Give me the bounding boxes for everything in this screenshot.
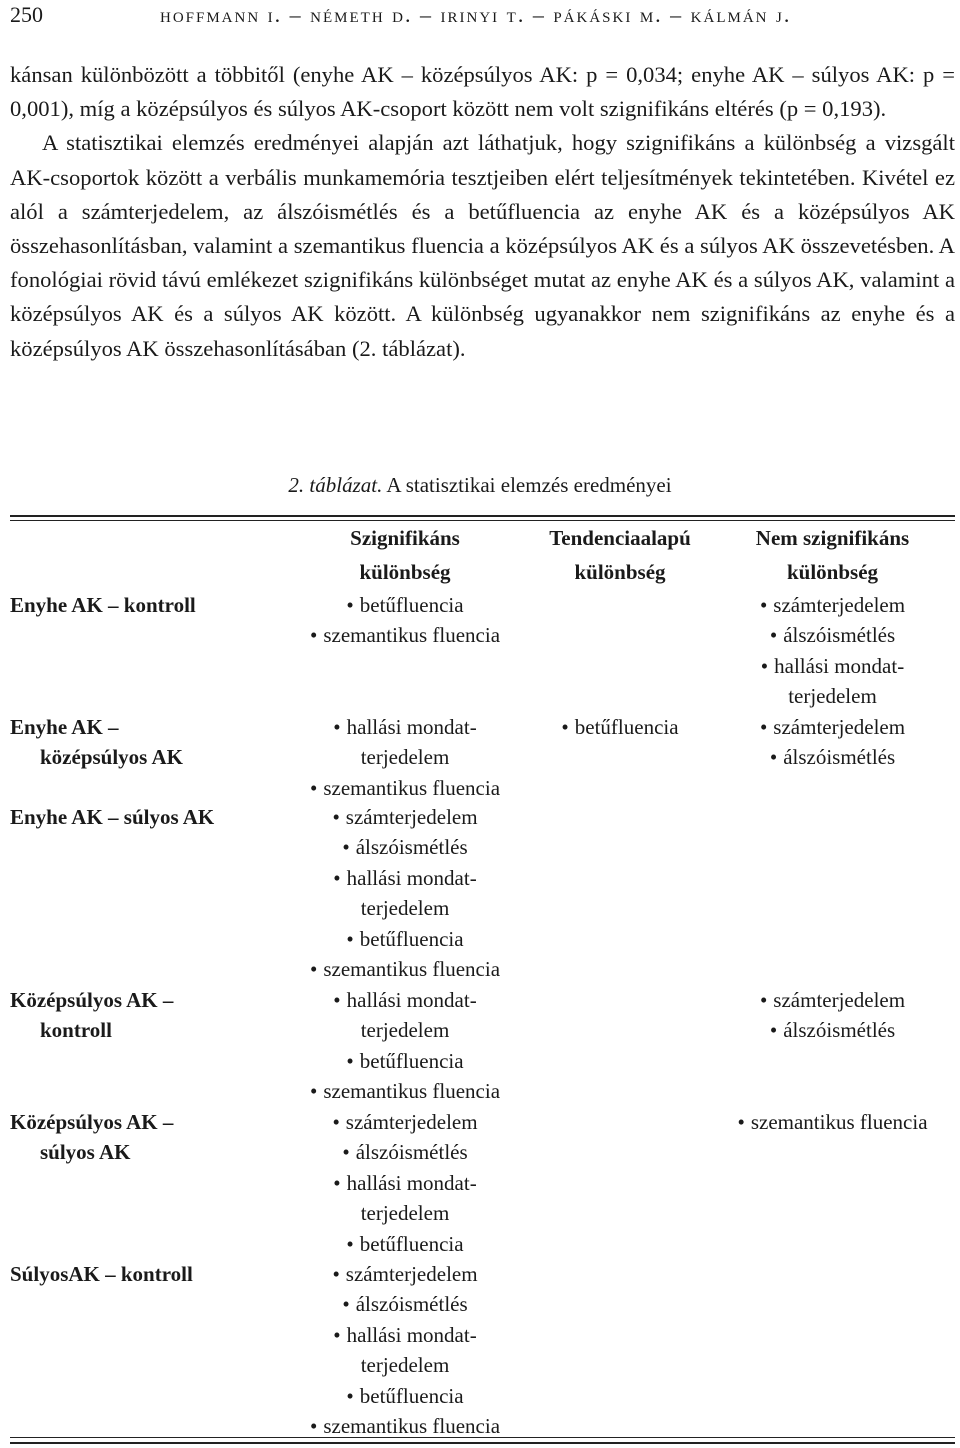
- bullet-icon: •: [759, 593, 768, 617]
- list-item: • álszóismétlés: [270, 1289, 540, 1319]
- bullet-icon: •: [769, 745, 778, 770]
- list-item: • hallási mondat-: [705, 651, 960, 681]
- page-number: 250: [10, 2, 43, 27]
- bullet-icon: •: [737, 1110, 745, 1134]
- list-item: terjedelem: [360, 896, 450, 921]
- bullet-icon: •: [346, 1048, 354, 1073]
- bullet-icon: •: [759, 988, 768, 1012]
- bullet-icon: •: [760, 653, 769, 678]
- bullet-icon: •: [309, 775, 318, 800]
- not-significant-cell: [705, 985, 960, 1046]
- bullet-icon: •: [342, 1140, 350, 1165]
- bullet-icon: •: [333, 1170, 341, 1195]
- list-item: • álszóismétlés: [705, 620, 960, 650]
- bullet-icon: •: [346, 1383, 354, 1408]
- body-text: [10, 58, 955, 366]
- bullet-icon: •: [561, 715, 569, 739]
- bullet-icon: •: [346, 593, 354, 617]
- table-top-rule: [10, 515, 955, 517]
- running-header: [10, 0, 955, 30]
- list-item: • betűfluencia: [520, 712, 720, 742]
- tendency-cell: [520, 712, 720, 742]
- list-item: • álszóismétlés: [705, 1015, 960, 1045]
- list-item: • betűfluencia: [270, 590, 540, 620]
- bullet-icon: •: [333, 1322, 341, 1347]
- bullet-icon: •: [346, 926, 354, 951]
- significant-cell: [270, 1107, 540, 1259]
- table-bottom-rule: [10, 1442, 955, 1444]
- bullet-icon: •: [332, 805, 340, 829]
- list-item: • számterjedelem: [705, 712, 960, 742]
- list-item: • betűfluencia: [270, 1229, 540, 1259]
- significant-cell: [270, 985, 540, 1107]
- not-significant-cell: [705, 1107, 960, 1137]
- significant-cell: [270, 1259, 540, 1441]
- row-label: Enyhe AK – kontroll: [10, 593, 196, 617]
- list-item: • szemantikus fluencia: [270, 954, 540, 984]
- author-line: hoffmann i. – németh d. – irinyi t. – pákáski m. – kálmán j.: [160, 2, 792, 27]
- list-item: • álszóismétlés: [270, 832, 540, 862]
- list-item: terjedelem: [360, 1201, 450, 1226]
- list-item: • álszóismétlés: [705, 742, 960, 772]
- list-item: • számterjedelem: [705, 985, 960, 1015]
- significant-cell: [270, 712, 540, 803]
- list-item: • hallási mondat-: [270, 985, 540, 1015]
- list-item: • hallási mondat-: [270, 863, 540, 893]
- list-item: • számterjedelem: [270, 1259, 540, 1289]
- bullet-icon: •: [333, 988, 341, 1012]
- header-tendency: Tendenciaalapú különbség: [549, 526, 691, 584]
- table-caption-label: 2. táblázat.: [288, 473, 383, 497]
- significant-cell: [270, 590, 540, 651]
- row-label: SúlyosAK – kontroll: [10, 1262, 193, 1286]
- bullet-icon: •: [309, 1414, 318, 1439]
- list-item: • betűfluencia: [270, 1381, 540, 1411]
- list-item: • hallási mondat-: [270, 1168, 540, 1198]
- row-label: Enyhe AK – súlyos AK: [10, 805, 215, 829]
- paragraph: A statisztikai elemzés eredményei alapján azt láthatjuk, hogy szignifikáns a különbség a vizsgált AK-csoportok között a verbális munkamemória tesztjeiben elért teljesítmények tekintetében. Kivétel ez alól a számterjedelem, az álszóismétlés és a betűfluencia az enyhe AK és a középsúlyos AK összehasonlításban, valamint a szemantikus fluencia a középsúlyos AK és a súlyos AK összevetésben. A fonológiai rövid távú emlékezet szignifikáns különbséget mutat az enyhe AK és a súlyos AK, valamint a középsúlyos AK és a súlyos AK között. A különbség ugyanakkor nem szignifikáns az enyhe és a középsúlyos AK összehasonlításában (2. táblázat).: [10, 130, 955, 361]
- list-item: • betűfluencia: [270, 924, 540, 954]
- header-significant: Szignifikáns különbség: [350, 526, 460, 584]
- paragraph: kánsan különbözött a többitől (enyhe AK – középsúlyos AK: p = 0,034; enyhe AK – súlyos AK: p = 0,001), míg a középsúlyos és súlyos AK-csoport között nem volt szignifikáns eltérés (p = 0,193).: [10, 62, 955, 122]
- list-item: terjedelem: [360, 745, 450, 770]
- list-item: • hallási mondat-: [270, 712, 540, 742]
- list-item: • álszóismétlés: [270, 1137, 540, 1167]
- row-label: Középsúlyos AK – kontroll: [10, 988, 174, 1043]
- bullet-icon: •: [332, 1262, 340, 1286]
- list-item: • számterjedelem: [270, 802, 540, 832]
- list-item: • szemantikus fluencia: [270, 1076, 540, 1106]
- bullet-icon: •: [333, 865, 341, 890]
- table-caption: [0, 470, 960, 500]
- table-caption-text: A statisztikai elemzés eredményei: [382, 473, 672, 497]
- list-item: • szemantikus fluencia: [270, 773, 540, 803]
- bullet-icon: •: [759, 715, 768, 739]
- list-item: • számterjedelem: [270, 1107, 540, 1137]
- list-item: terjedelem: [360, 1353, 450, 1378]
- not-significant-cell: [705, 712, 960, 773]
- list-item: • szemantikus fluencia: [270, 1411, 540, 1441]
- bullet-icon: •: [309, 623, 318, 648]
- not-significant-cell: [705, 590, 960, 712]
- bullet-icon: •: [769, 1018, 778, 1043]
- bullet-icon: •: [309, 1079, 318, 1104]
- bullet-icon: •: [332, 1110, 340, 1134]
- significant-cell: [270, 802, 540, 984]
- list-item: terjedelem: [360, 1018, 450, 1043]
- bullet-icon: •: [342, 835, 350, 860]
- table-bottom-rule-thin: [10, 1437, 955, 1438]
- bullet-icon: •: [333, 715, 341, 739]
- list-item: terjedelem: [788, 684, 877, 709]
- header-not-significant: Nem szignifikáns különbség: [755, 526, 910, 584]
- list-item: • szemantikus fluencia: [705, 1107, 960, 1137]
- list-item: • számterjedelem: [705, 590, 960, 620]
- row-label: Enyhe AK – középsúlyos AK: [10, 715, 183, 770]
- list-item: • betűfluencia: [270, 1046, 540, 1076]
- row-label: Középsúlyos AK – súlyos AK: [10, 1110, 174, 1165]
- bullet-icon: •: [342, 1292, 350, 1317]
- bullet-icon: •: [309, 957, 318, 982]
- bullet-icon: •: [769, 623, 778, 648]
- table-top-rule-thin: [10, 520, 955, 521]
- list-item: • szemantikus fluencia: [270, 620, 540, 650]
- bullet-icon: •: [346, 1231, 354, 1256]
- list-item: • hallási mondat-: [270, 1320, 540, 1350]
